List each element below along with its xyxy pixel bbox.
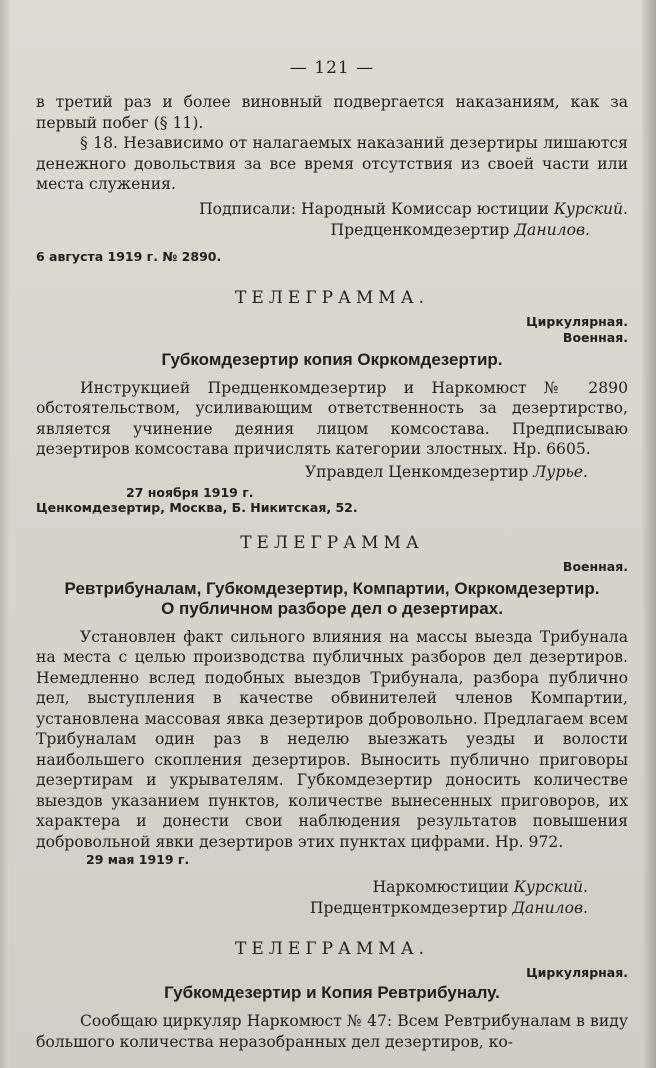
telegram-marks <box>36 965 628 981</box>
signature-label: Предцентркомдезертир <box>309 899 513 917</box>
telegram-address: Губкомдезертир и Копия Ревтрибуналу. <box>164 983 500 1002</box>
section-law-end <box>36 92 628 264</box>
telegram-marks <box>36 559 628 575</box>
signature-name: Курский. <box>553 199 628 218</box>
telegram-heading: ТЕЛЕГРАММА. <box>234 939 429 959</box>
telegram-1 <box>36 288 628 515</box>
signature-name: Курский. <box>513 878 588 896</box>
telegram-heading: ТЕЛЕГРАММА. <box>234 287 429 308</box>
paragraph-continuation: в третий раз и более виновный подвергается наказаниям, как за первый побег (§ 11). <box>36 93 628 132</box>
telegram-body: Инструкцией Предценкомдезертир и Наркомюст № 2890 обстоятельством, усиливающим ответственность за дезертирство, является учинение деяния лицом комсостава. Предписываю дезертиров комсостава причислять категории злостных. Нр. 6605. <box>36 378 628 458</box>
mark-circular: Циркулярная. <box>526 313 628 329</box>
signature-line-1 <box>36 199 628 220</box>
signature-label: Управдел Ценкомдезертир <box>304 462 534 481</box>
signature-line-1 <box>36 877 628 898</box>
document-date: 6 августа 1919 г. № 2890. <box>36 248 222 264</box>
telegram-body: Установлен факт сильного влияния на массы выезда Трибунала на места с целью производства публичных разборов дел дезертиров. Немедленно вслед подобных выездов Трибунала, разбора публично дел, выступления в качестве обвинителей членов Компартии, установлена массовая явка дезертиров добровольно. Предлагаем всем Трибуналам один раз в неделю выезжать уезды и волости наибольшего скопления дезертиров. Выносить публично приговоры дезертирам и укрывателям. Губкомдезертир доносить количестве выездов указанием пунктов, количестве вынесенных приговоров, их характера и донести свои наблюдения результатов повышения добровольной явки дезертиров этих пунктах цифрами. Нр. 972. <box>36 627 628 851</box>
telegram-date: 29 мая 1919 г. <box>86 852 190 867</box>
signature-label: Наркомюстиции <box>372 878 514 896</box>
signature-line <box>36 462 628 483</box>
telegram-marks <box>36 314 628 346</box>
signature-line-2 <box>36 220 628 241</box>
paragraph-18: § 18. Независимо от налагаемых наказаний дезертиры лишаются денежного довольствия за все время отсутствия из своей части или места служения. <box>36 134 628 193</box>
telegram-address: Губкомдезертир копия Окркомдезертир. <box>161 349 503 369</box>
mark-military: Военная. <box>562 558 628 574</box>
telegram-2 <box>36 533 628 920</box>
signature-name: Данилов. <box>514 220 590 239</box>
mark-military: Военная. <box>562 329 628 345</box>
page-edge-left <box>0 0 10 1068</box>
signature-line-2 <box>36 898 628 919</box>
signature-name: Лурье. <box>533 462 588 481</box>
telegram-3 <box>36 939 628 1052</box>
page-number: — 121 — <box>289 58 375 78</box>
signature-label: Подписали: Народный Комиссар юстиции <box>199 199 554 218</box>
sender-address: Ценкомдезертир, Москва, Б. Никитская, 52. <box>36 499 358 515</box>
telegram-date: 27 ноября 1919 г. <box>126 484 254 500</box>
page-edge-right <box>642 0 656 1068</box>
telegram-body: Сообщаю циркуляр Наркомюст № 47: Всем Ревтрибуналам в виду большого количества неразобранных дел дезертиров, ко- <box>36 1012 628 1051</box>
signature-name: Данилов. <box>512 899 588 917</box>
telegram-address: Ревтрибуналам, Губкомдезертир, Компартии, Окркомдезертир. <box>64 578 600 598</box>
mark-circular: Циркулярная. <box>526 965 628 980</box>
telegram-heading: ТЕЛЕГРАММА <box>240 532 424 553</box>
signature-label: Предценкомдезертир <box>330 220 515 239</box>
telegram-subject: О публичном разборе дел о дезертирах. <box>161 598 503 618</box>
